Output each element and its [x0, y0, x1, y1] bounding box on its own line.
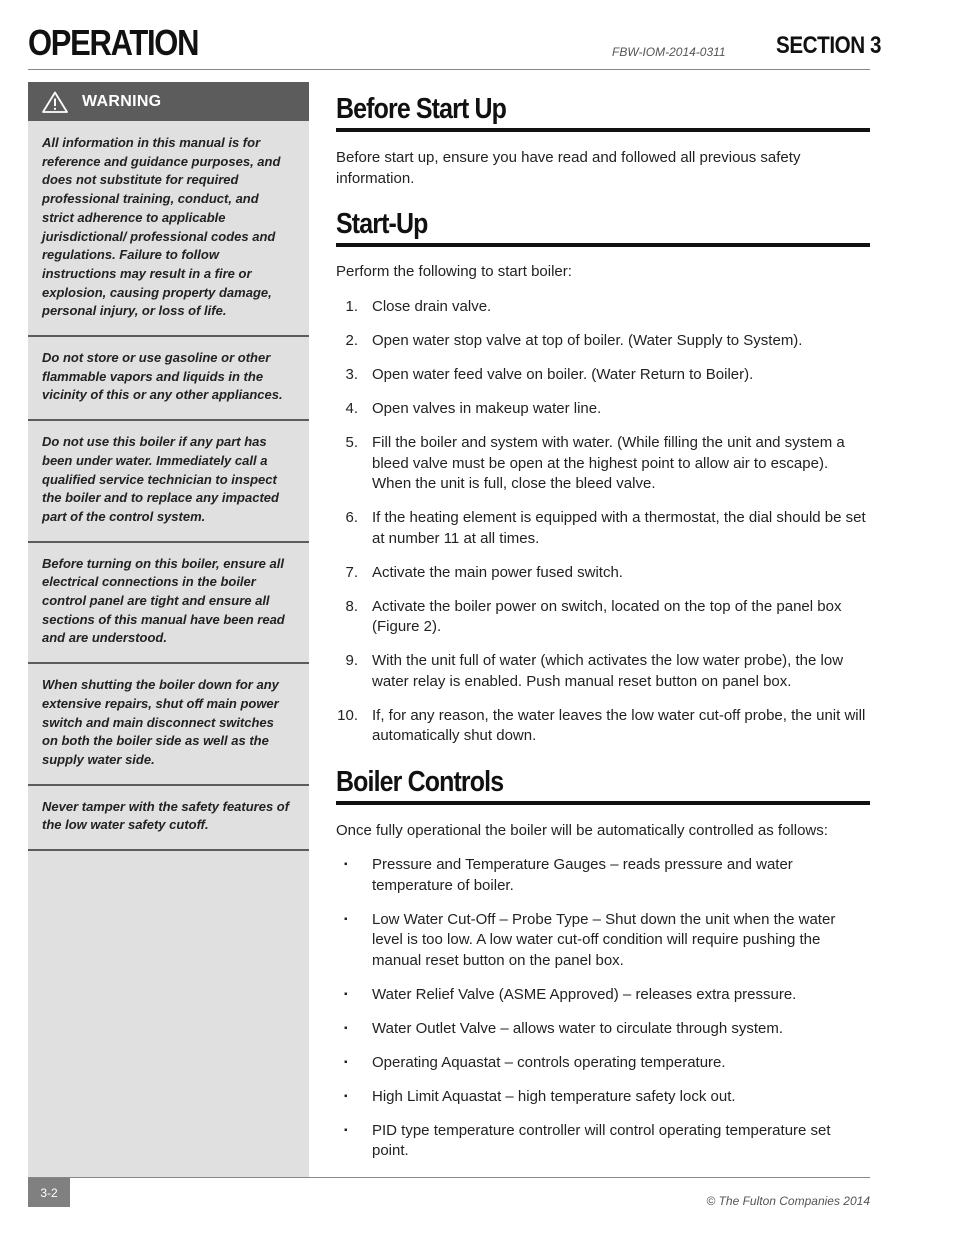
- step-text: Open water feed valve on boiler. (Water Return to Boiler).: [372, 366, 754, 383]
- warning-text: Never tamper with the safety features of the low water safety cutoff.: [28, 786, 309, 851]
- step-text: If the heating element is equipped with a thermostat, the dial should be set at number 11 at all times.: [372, 509, 866, 547]
- list-item: [336, 1019, 870, 1040]
- bullet-icon: ▪: [344, 913, 348, 925]
- section-label: SECTION 3: [776, 32, 882, 59]
- copyright-notice: © The Fulton Companies 2014: [706, 1194, 870, 1208]
- bullet-icon: ▪: [344, 1022, 348, 1034]
- bullet-icon: ▪: [344, 1090, 348, 1102]
- list-item: [336, 910, 870, 972]
- warning-text: When shutting the boiler down for any extensive repairs, shut off main power switch and main disconnect switches on both the boiler side as well as the supply water side.: [28, 664, 309, 786]
- warning-text: All information in this manual is for reference and guidance purposes, and does not substitute for required professional training, conduct, and strict adherence to applicable jurisdictional/ professional codes and regulations. Failure to follow instructions may result in a fire or explosion, causing property damage, personal injury, or loss of life.: [28, 121, 309, 337]
- warning-triangle-icon: [42, 91, 68, 113]
- warning-text: Do not store or use gasoline or other flammable vapors and liquids in the vicinity of this or any other appliances.: [28, 337, 309, 421]
- step-text: Activate the boiler power on switch, located on the top of the panel box (Figure 2).: [372, 597, 842, 635]
- step-number: 3.: [345, 366, 358, 383]
- warning-sidebar: [28, 82, 309, 1177]
- bullet-icon: ▪: [344, 1124, 348, 1136]
- control-text: Pressure and Temperature Gauges – reads pressure and water temperature of boiler.: [372, 856, 793, 894]
- page-number: 3-2: [28, 1178, 70, 1207]
- list-item: [336, 1087, 870, 1108]
- page-title: OPERATION: [28, 22, 199, 63]
- step-number: 6.: [345, 509, 358, 526]
- warning-text: Before turning on this boiler, ensure all electrical connections in the boiler control panel are tight and ensure all sections of this manual have been read and are understood.: [28, 543, 309, 665]
- list-item: [336, 651, 870, 692]
- step-text: Close drain valve.: [372, 298, 492, 315]
- bullet-icon: ▪: [344, 988, 348, 1000]
- before-start-text: Before start up, ensure you have read and followed all previous safety information.: [336, 149, 801, 187]
- list-item: [336, 433, 870, 495]
- step-number: 8.: [345, 597, 358, 615]
- list-item: [336, 297, 870, 318]
- list-item: [336, 563, 870, 584]
- list-item: [336, 706, 870, 747]
- boiler-controls-heading: Boiler Controls: [336, 766, 870, 805]
- control-text: Water Relief Valve (ASME Approved) – releases extra pressure.: [372, 985, 797, 1003]
- bullet-icon: ▪: [344, 1056, 348, 1068]
- controls-intro: Once fully operational the boiler will be automatically controlled as follows:: [336, 822, 828, 839]
- step-text: Fill the boiler and system with water. (While filling the unit and system a bleed valve must be open at the highest point to allow air to escape). When the unit is full, close the bleed valve.: [372, 434, 845, 492]
- list-item: [336, 597, 870, 638]
- footer-divider: [28, 1177, 870, 1178]
- controls-list: [336, 855, 870, 1175]
- header-divider: [28, 69, 870, 70]
- startup-heading: Start-Up: [336, 208, 870, 247]
- step-text: With the unit full of water (which activates the low water probe), the low water relay is enabled. Push manual reset button on panel box.: [372, 652, 844, 690]
- list-item: [336, 855, 870, 896]
- step-number: 7.: [345, 563, 358, 581]
- before-start-heading: Before Start Up: [336, 93, 870, 132]
- control-text: Low Water Cut-Off – Probe Type – Shut down the unit when the water level is too low. A low water cut-off condition will require pushing the manual reset button on the panel box.: [372, 910, 836, 969]
- document-id: FBW-IOM-2014-0311: [612, 45, 726, 59]
- list-item: [336, 508, 870, 549]
- list-item: [336, 1053, 870, 1074]
- warning-header: [28, 82, 309, 121]
- list-item: [336, 399, 870, 420]
- bullet-icon: ▪: [344, 859, 348, 870]
- step-number: 4.: [345, 400, 358, 417]
- warning-text: Do not use this boiler if any part has been under water. Immediately call a qualified service technician to inspect the boiler and to replace any impacted part of the control system.: [28, 421, 309, 543]
- list-item: [336, 331, 870, 352]
- control-text: PID type temperature controller will control operating temperature set point.: [372, 1121, 831, 1159]
- step-number: 9.: [345, 652, 358, 669]
- list-item: [336, 1121, 870, 1162]
- startup-intro: Perform the following to start boiler:: [336, 263, 572, 280]
- step-text: If, for any reason, the water leaves the low water cut-off probe, the unit will automatically shut down.: [372, 706, 866, 744]
- step-text: Open water stop valve at top of boiler. (Water Supply to System).: [372, 332, 803, 349]
- control-text: High Limit Aquastat – high temperature safety lock out.: [372, 1087, 736, 1105]
- list-item: [336, 365, 870, 386]
- list-item: [336, 985, 870, 1006]
- step-number: 5.: [345, 434, 358, 451]
- step-text: Open valves in makeup water line.: [372, 400, 602, 417]
- step-number: 2.: [345, 332, 358, 349]
- startup-steps: [336, 297, 870, 760]
- warning-title: WARNING: [82, 92, 162, 110]
- step-number: 1.: [345, 298, 358, 315]
- step-text: Activate the main power fused switch.: [372, 563, 623, 581]
- step-number: 10.: [337, 706, 358, 724]
- control-text: Water Outlet Valve – allows water to circulate through system.: [372, 1019, 783, 1037]
- control-text: Operating Aquastat – controls operating temperature.: [372, 1053, 726, 1071]
